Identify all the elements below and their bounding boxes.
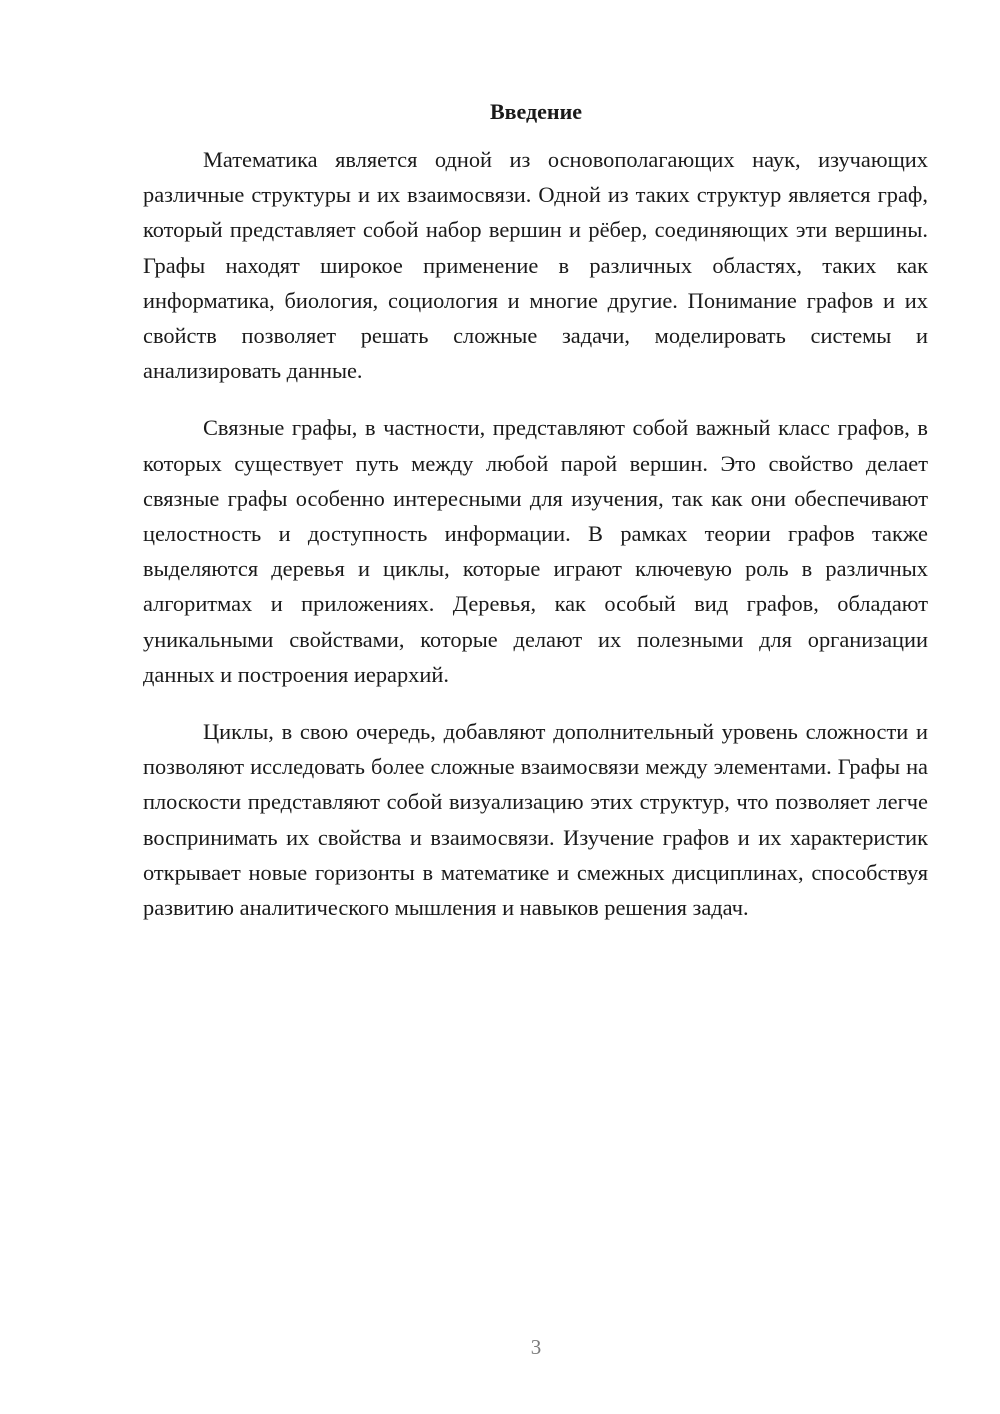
body-text: [143, 142, 928, 947]
section-heading: Введение: [489, 99, 583, 124]
paragraph-3: Циклы, в свою очередь, добавляют дополнительный уровень сложности и позволяют исследовать более сложные взаимосвязи между элементами. Графы на плоскости представляют собой визуализацию этих структур, что позволяет легче воспринимать их свойства и взаимосвязи. Изучение графов и их характеристик открывает новые горизонты в математике и смежных дисциплинах, способствуя развитию аналитического мышления и навыков решения задач.: [143, 719, 928, 921]
page-number: 3: [530, 1335, 542, 1359]
paragraph-1: Математика является одной из основополагающих наук, изучающих различные структуры и их взаимосвязи. Одной из таких структур является граф, который представляет собой набор вершин и рёбер, соединяющих эти вершины. Графы находят широкое применение в различных областях, таких как информатика, биология, социология и многие другие. Понимание графов и их свойств позволяет решать сложные задачи, моделировать системы и анализировать данные.: [143, 147, 928, 384]
paragraph-2: Связные графы, в частности, представляют собой важный класс графов, в которых существует путь между любой парой вершин. Это свойство делает связные графы особенно интересными для изучения, так как они обеспечивают целостность и доступность информации. В рамках теории графов также выделяются деревья и циклы, которые играют ключевую роль в различных алгоритмах и приложениях. Деревья, как особый вид графов, обладают уникальными свойствами, которые делают их полезными для организации данных и построения иерархий.: [143, 415, 928, 687]
